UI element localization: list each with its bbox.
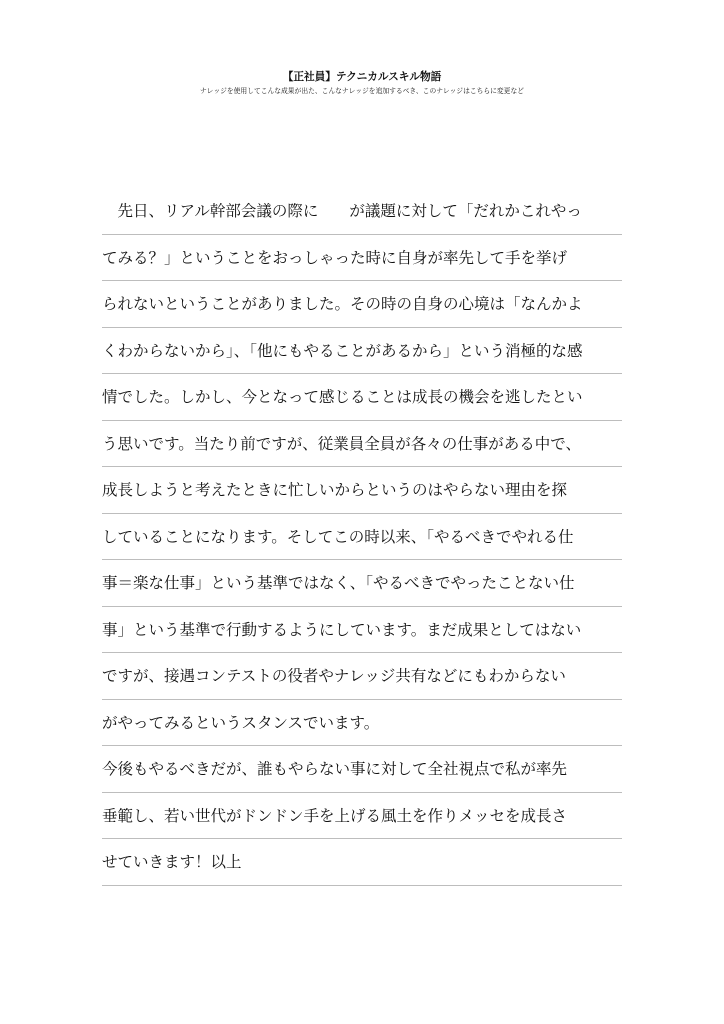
essay-line-text: がやってみるというスタンスでいます。	[102, 713, 380, 732]
document-title: 【正社員】テクニカルスキル物語	[282, 70, 442, 83]
essay-line-text: 事」という基準で行動するようにしています。まだ成果としてはない	[102, 620, 582, 639]
essay-line	[102, 839, 622, 886]
essay-line	[102, 700, 622, 747]
essay-line	[102, 328, 622, 375]
essay-line	[102, 188, 622, 235]
essay-line-text: 成長しようと考えたときに忙しいからというのはやらない理由を探	[102, 481, 568, 499]
essay-line	[102, 793, 622, 840]
document-header	[0, 70, 724, 96]
essay-line-text: 先日、リアル幹部会議の際に が議題に対して「だれかこれやっ	[102, 202, 582, 220]
essay-line	[102, 607, 622, 654]
essay-line-text: 事＝楽な仕事」という基準ではなく、「やるべきでやったことない仕	[102, 574, 575, 592]
essay-line-text: せていきます！以上	[102, 853, 242, 871]
document-subtitle: ナレッジを使用してこんな成果が出た、こんなナレッジを追加するべき、このナレッジはこちらに変更など	[200, 87, 524, 95]
essay-line-text: 情でした。しかし、今となって感じることは成長の機会を逃したとい	[102, 388, 583, 406]
essay-line	[102, 514, 622, 561]
essay-line	[102, 281, 622, 328]
essay-line	[102, 374, 622, 421]
essay-line	[102, 653, 622, 700]
essay-line-text: くわからないから」、「他にもやることがあるから」という消極的な感	[102, 341, 583, 360]
essay-line-text: していることになります。そしてこの時以来、「やるべきでやれる仕	[102, 527, 574, 546]
essay-line-text: う思いです。当たり前ですが、従業員全員が各々の仕事がある中で、	[102, 434, 581, 453]
essay-line	[102, 467, 622, 514]
essay-line-text: ですが、接遇コンテストの役者やナレッジ共有などにもわからない	[102, 667, 566, 685]
essay-line-text: られないということがありました。その時の自身の心境は「なんかよ	[102, 295, 583, 313]
essay-line-text: 今後もやるべきだが、誰もやらない事に対して全社視点で私が率先	[102, 760, 568, 778]
essay-line	[102, 560, 622, 607]
essay-line-text: 垂範し、若い世代がドンドン手を上げる風土を作りメッセを成長さ	[102, 806, 568, 825]
essay-line	[102, 746, 622, 793]
essay-line-text: てみる？」ということをおっしゃった時に自身が率先して手を挙げ	[102, 248, 568, 267]
essay-body	[102, 188, 622, 886]
essay-line	[102, 235, 622, 282]
essay-line	[102, 421, 622, 468]
